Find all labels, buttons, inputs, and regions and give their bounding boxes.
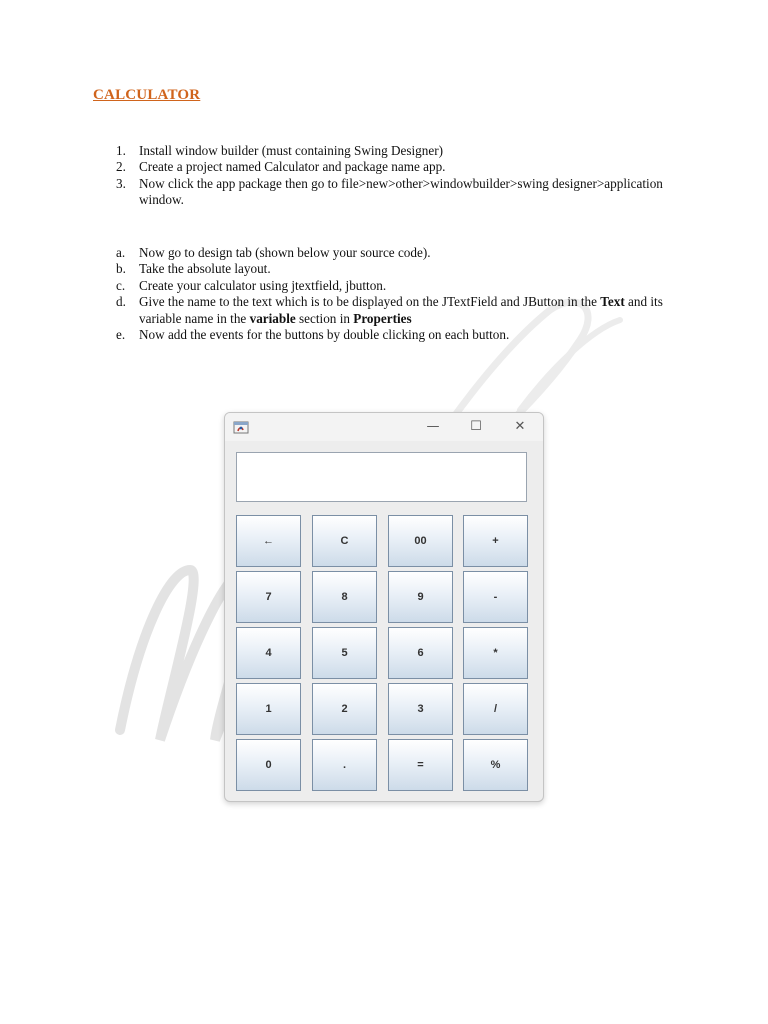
digit-5-button[interactable]: 5: [312, 627, 377, 679]
text-run: and its variable name in the: [139, 294, 663, 326]
list-text: Create a project named Calculator and package name app.: [139, 159, 446, 175]
list-text: Install window builder (must containing Swing Designer): [139, 143, 444, 158]
digit-0-button[interactable]: 0: [236, 739, 301, 791]
digit-7-button[interactable]: 7: [236, 571, 301, 623]
list-marker: d.: [116, 294, 126, 310]
list-marker: 3.: [116, 175, 126, 191]
divide-button[interactable]: /: [463, 683, 528, 735]
text-run: Give the name to the text which is to be displayed on the JTextField and JButton in the: [139, 294, 601, 310]
digit-4-button[interactable]: 4: [236, 627, 301, 679]
list-text: Now go to design tab (shown below your source code).: [139, 245, 431, 260]
document-title: CALCULATOR: [93, 87, 201, 103]
list-item: [116, 143, 676, 159]
digit-8-button[interactable]: 8: [312, 571, 377, 623]
double-zero-button[interactable]: 00: [388, 515, 453, 567]
list-item: [116, 327, 676, 343]
percent-button[interactable]: %: [463, 739, 528, 791]
window-titlebar[interactable]: [225, 413, 543, 441]
list-item: [116, 245, 676, 261]
list-text: Now add the events for the buttons by double clicking on each button.: [139, 327, 510, 343]
minimize-icon[interactable]: —: [426, 419, 440, 434]
lettered-steps: [116, 245, 676, 343]
digit-9-button[interactable]: 9: [388, 571, 453, 623]
list-marker: b.: [116, 261, 126, 277]
list-marker: a.: [116, 245, 126, 260]
equals-button[interactable]: =: [388, 739, 453, 791]
digit-1-button[interactable]: 1: [236, 683, 301, 735]
digit-6-button[interactable]: 6: [388, 627, 453, 679]
bold-text-run: Properties: [353, 310, 412, 326]
list-marker: 1.: [116, 143, 126, 158]
multiply-button[interactable]: *: [463, 627, 528, 679]
list-item: [116, 159, 676, 175]
clear-button[interactable]: C: [312, 515, 377, 567]
list-text: Take the absolute layout.: [139, 261, 271, 277]
list-text: [139, 294, 676, 327]
list-marker: e.: [116, 327, 126, 343]
minus-button[interactable]: -: [463, 571, 528, 623]
digit-3-button[interactable]: 3: [388, 683, 453, 735]
java-app-icon: [233, 419, 249, 435]
list-item: [116, 261, 676, 277]
bold-text-run: Text: [600, 294, 625, 310]
bold-text-run: variable: [249, 310, 296, 326]
list-text: Create your calculator using jtextfield, jbutton.: [139, 277, 387, 293]
text-run: section in: [295, 310, 354, 326]
decimal-point-button[interactable]: .: [312, 739, 377, 791]
maximize-icon[interactable]: ☐: [470, 419, 482, 434]
list-item: [116, 278, 676, 294]
list-item: [116, 176, 676, 209]
plus-button[interactable]: +: [463, 515, 528, 567]
list-marker: 2.: [116, 159, 126, 175]
list-text: Now click the app package then go to file>new>other>windowbuilder>swing designer>application window.: [139, 175, 663, 208]
calculator-window: [224, 412, 544, 802]
close-icon[interactable]: ✕: [514, 419, 526, 434]
list-marker: c.: [116, 277, 126, 293]
numbered-steps: [116, 143, 676, 209]
calculator-display-field[interactable]: [236, 452, 527, 502]
list-item: [116, 294, 676, 327]
backspace-button[interactable]: ←: [236, 515, 301, 567]
digit-2-button[interactable]: 2: [312, 683, 377, 735]
